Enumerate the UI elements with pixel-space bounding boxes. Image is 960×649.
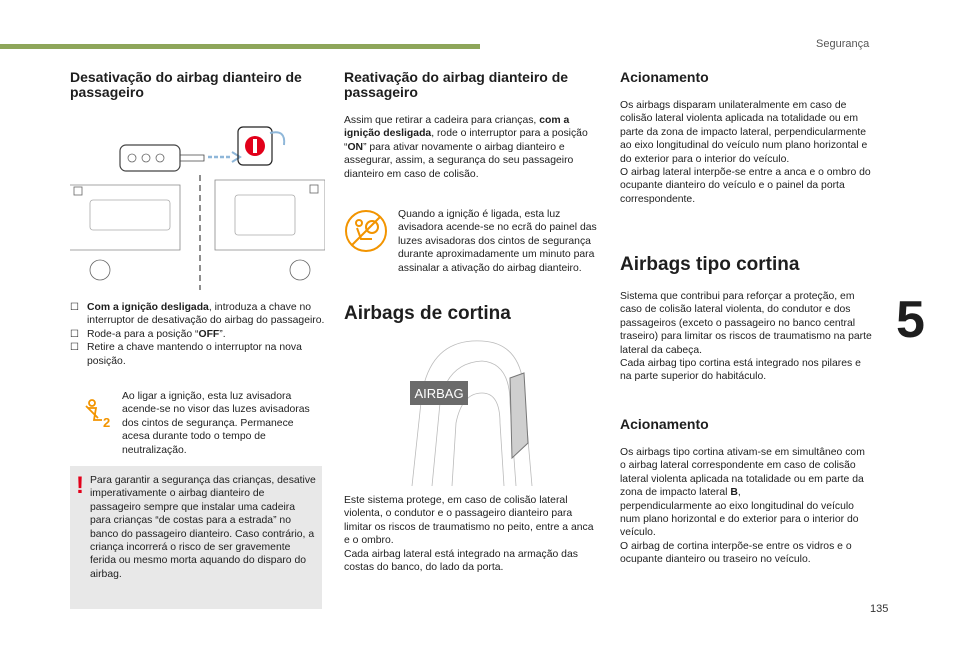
chapter-number: 5 (896, 291, 925, 349)
heading-reactivation: Reativação do airbag dianteiro de passageiro (344, 69, 569, 100)
heading-curtain-deployment: Acionamento (620, 416, 709, 432)
section-title: Segurança (816, 38, 870, 50)
bullet-bold: OFF (198, 328, 220, 340)
curtain-heading-block (344, 303, 596, 325)
heading-deployment: Acionamento (620, 69, 709, 85)
warning-box (70, 466, 322, 609)
seatbelt-warning-icon (82, 398, 114, 428)
reactivation-paragraph: Assim que retirar a cadeira para crianças, com a ignição desligada, rode o interruptor para a posição “ON” para ativar novamente o airbag dianteiro e assegurar, assim, a segurança do seu passageiro dianteiro em caso de colisão. (344, 115, 588, 180)
bullet-text: , introduza a chave no interruptor de desativação do airbag do passageiro. (87, 302, 325, 327)
column-1 (70, 70, 322, 100)
list-item (70, 341, 325, 368)
heading-curtain-type-airbags: Airbags tipo cortina (620, 254, 800, 275)
list-item (70, 301, 325, 328)
seatbelt-note: Ao ligar a ignição, esta luz avisadora acende-se no visor das luzes avisadoras dos cintos de segurança. Permanece acesa durante todo o tempo de neutralização. (122, 391, 310, 456)
warning-text: Para garantir a segurança das crianças, desative imperativamente o airbag dianteiro de passageiro sempre que instalar uma cadeira para crianças “de costas para a estrada” no banco do passageiro dianteiro. Caso contrário, a criança incorrerá o risco de ser gravemente ferida ou mesmo morta aquando do disparo do airbag. (90, 475, 316, 580)
side-airbags-text (344, 494, 596, 574)
bullet-text: ”. (219, 328, 226, 340)
checkbox-bullet-icon: ☐ (70, 302, 79, 313)
curtain-deployment-block (620, 417, 872, 567)
bullet-text: Rode-a para a posição “ (87, 328, 199, 340)
airbag-switch-illustration (70, 115, 325, 295)
curtain-type-block (620, 254, 872, 384)
checkbox-bullet-icon: ☐ (70, 328, 79, 340)
side-airbag-seat-illustration (392, 333, 558, 486)
list-item (70, 328, 325, 341)
deployment-paragraph: Os airbags disparam unilateralmente em caso de colisão lateral violenta aplicada na totalidade ou em parte da zona de impacto lateral, perpendicularmente ao eixo longitudinal do veículo num plano horizontal e do exterior para o interior do veículo. O airbag lateral interpõe-se entre a anca e o ombro do ocupante dianteiro do veículo e o painel da porta correspondente. (620, 100, 871, 205)
airbag-warning-icon (344, 209, 388, 253)
page-number: 135 (870, 603, 889, 615)
airbag-figure-label: AIRBAG (414, 386, 464, 401)
heading-deactivation: Desativação do airbag dianteiro de passageiro (70, 69, 302, 100)
bullet-text: Retire a chave mantendo o interruptor na nova posição. (87, 342, 302, 367)
checkbox-bullet-icon: ☐ (70, 342, 79, 354)
airbag-note: Quando a ignição é ligada, esta luz avisadora acende-se no ecrã do painel das luzes avisadoras dos cintos de segurança durante aproximadamente um minuto para assinalar a ativação do airbag dianteiro. (398, 209, 597, 274)
header-accent-bar (0, 44, 480, 49)
curtain-type-paragraph: Sistema que contribui para reforçar a proteção, em caso de colisão lateral violenta, do condutor e dos passageiros (exceto o passageiro no banco central traseiro) para limitar os riscos de traumatismo na parte lateral da cabeça. Cada airbag tipo cortina está integrado nos pilares e na parte superior do habitáculo. (620, 291, 872, 383)
instruction-list (70, 301, 325, 368)
column-3 (620, 70, 872, 206)
bullet-bold: Com a ignição desligada (87, 302, 209, 313)
column-2 (344, 70, 596, 181)
curtain-deployment-paragraph: Os airbags tipo cortina ativam-se em simultâneo com o airbag lateral correspondente em caso de colisão lateral violenta aplicada na totalidade ou em parte da zona de impacto lateral B, perpendicularmente ao eixo longitudinal do veículo num plano horizontal e do exterior para o interior do veículo. O airbag de cortina interpõe-se entre os vidros e o ocupante dianteiro ou traseiro no veículo. (620, 447, 865, 566)
warning-icon: ! (76, 472, 84, 499)
heading-curtain-airbags: Airbags de cortina (344, 303, 511, 324)
side-airbags-paragraph: Este sistema protege, em caso de colisão lateral violenta, o condutor e o passageiro dianteiro para limitar os riscos de traumatismo no peito, entre a anca e o ombro. Cada airbag lateral está integrado na armação das costas do banco, do lado da porta. (344, 495, 594, 574)
svg-text:2: 2 (103, 415, 111, 428)
